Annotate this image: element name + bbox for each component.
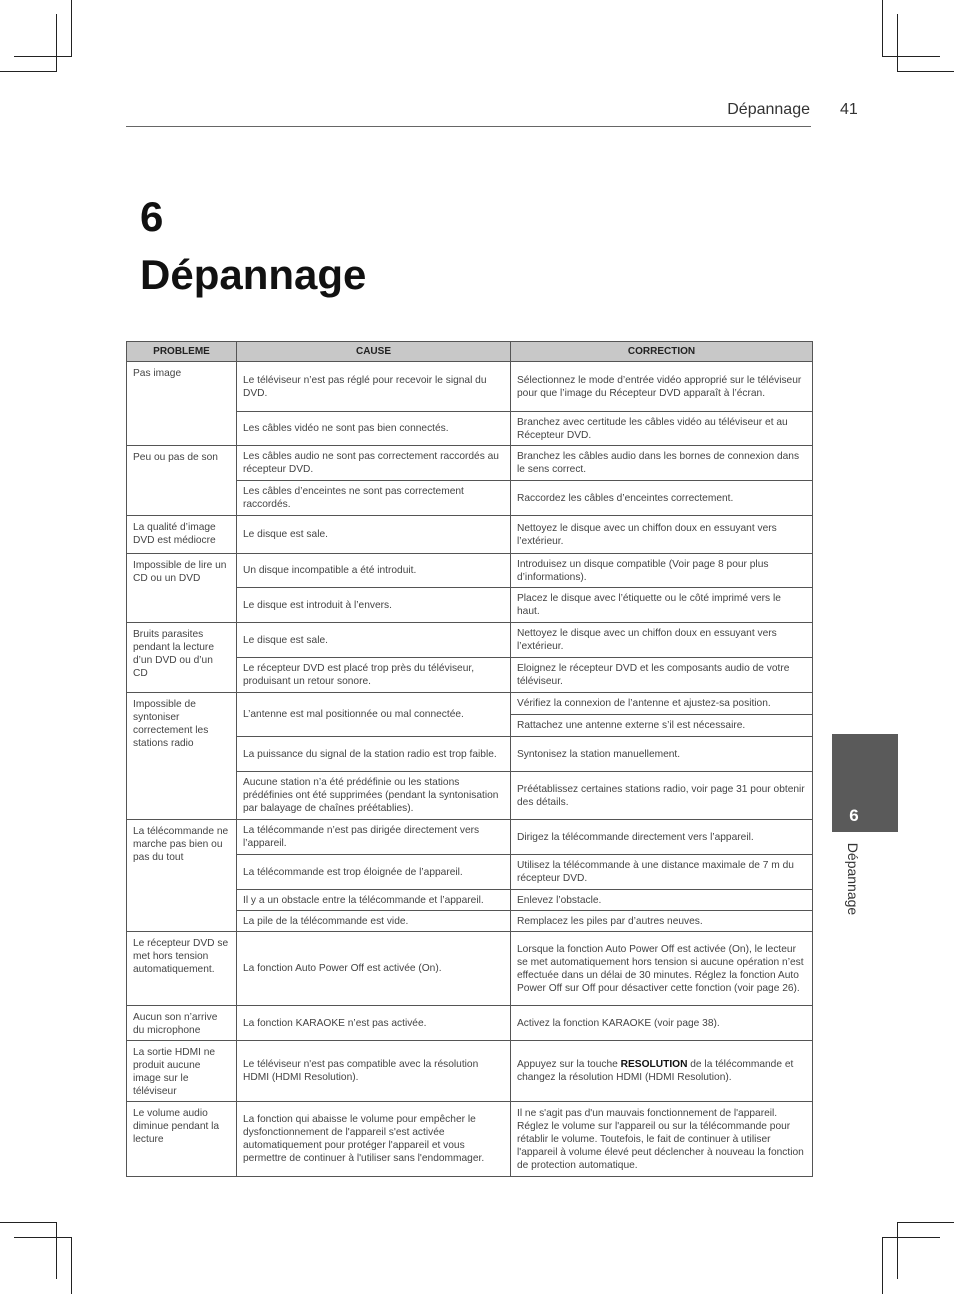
crop-mark: [0, 71, 57, 72]
crop-mark: [71, 1237, 72, 1294]
troubleshooting-table: [126, 341, 813, 1177]
correction-cell: Nettoyez le disque avec un chiffon doux en essuyant vers l’extérieur.: [511, 623, 813, 658]
problem-cell: La qualité d’image DVD est médiocre: [127, 516, 237, 554]
column-header-problem: PROBLEME: [127, 342, 237, 362]
correction-cell: Enlevez l’obstacle.: [511, 890, 813, 911]
correction-cell: Rattachez une antenne externe s’il est nécessaire.: [511, 715, 813, 737]
problem-cell: Impossible de lire un CD ou un DVD: [127, 554, 237, 623]
problem-cell: Le volume audio diminue pendant la lecture: [127, 1102, 237, 1177]
header-rule: [126, 126, 811, 127]
cause-cell: Le téléviseur n'est pas compatible avec la résolution HDMI (HDMI Resolution).: [237, 1041, 511, 1102]
cause-cell: Les câbles audio ne sont pas correctement raccordés au récepteur DVD.: [237, 446, 511, 481]
correction-cell: [511, 1041, 813, 1102]
crop-mark: [0, 1222, 57, 1223]
correction-cell: Préétablissez certaines stations radio, voir page 31 pour obtenir des détails.: [511, 772, 813, 820]
crop-mark: [883, 1237, 940, 1238]
crop-mark: [882, 0, 883, 57]
cause-cell: La fonction Auto Power Off est activée (On).: [237, 932, 511, 1006]
cause-cell: Un disque incompatible a été introduit.: [237, 554, 511, 588]
cause-cell: Le disque est sale.: [237, 516, 511, 554]
table-row: [127, 820, 813, 855]
side-tab-number: 6: [849, 806, 859, 825]
correction-cell: Dirigez la télécommande directement vers l’appareil.: [511, 820, 813, 855]
problem-cell: Impossible de syntoniser correctement les stations radio: [127, 693, 237, 820]
cause-cell: Les câbles d’enceintes ne sont pas correctement raccordés.: [237, 481, 511, 516]
crop-mark: [14, 1237, 71, 1238]
crop-mark: [71, 0, 72, 57]
chapter-side-tab: [832, 734, 898, 832]
problem-cell: Bruits parasites pendant la lecture d’un DVD ou d’un CD: [127, 623, 237, 693]
correction-cell: Nettoyez le disque avec un chiffon doux en essuyant vers l’extérieur.: [511, 516, 813, 554]
correction-cell: Branchez les câbles audio dans les bornes de connexion dans le sens correct.: [511, 446, 813, 481]
table-row: [127, 516, 813, 554]
correction-cell: Remplacez les piles par d’autres neuves.: [511, 911, 813, 932]
table-row: [127, 693, 813, 715]
correction-cell: Placez le disque avec l’étiquette ou le côté imprimé vers le haut.: [511, 588, 813, 623]
cause-cell: Le disque est introduit à l’envers.: [237, 588, 511, 623]
crop-mark: [883, 56, 940, 57]
correction-cell: Sélectionnez le mode d’entrée vidéo approprié sur le téléviseur pour que l’image du Récepteur DVD apparaît à l’écran.: [511, 362, 813, 412]
correction-cell: Syntonisez la station manuellement.: [511, 737, 813, 772]
correction-cell: Activez la fonction KARAOKE (voir page 38).: [511, 1006, 813, 1041]
table-row: [127, 362, 813, 412]
cause-cell: La télécommande n’est pas dirigée directement vers l’appareil.: [237, 820, 511, 855]
table-row: [127, 1006, 813, 1041]
crop-mark: [897, 1222, 898, 1279]
column-header-cause: CAUSE: [237, 342, 511, 362]
table-row: [127, 446, 813, 481]
cause-cell: La fonction KARAOKE n’est pas activée.: [237, 1006, 511, 1041]
cause-cell: Aucune station n’a été prédéfinie ou les stations prédéfinies ont été supprimées (pendant la syntonisation par balayage de chaînes préétablies).: [237, 772, 511, 820]
problem-cell: Peu ou pas de son: [127, 446, 237, 516]
correction-cell: Il ne s'agit pas d'un mauvais fonctionnement de l'appareil. Réglez le volume sur l'appareil ou sur la télécommande pour rétablir le volume. Toutefois, le fait de continuer à utiliser l'appareil à volume élevé peut déclencher à nouveau la fonction de protection automatique.: [511, 1102, 813, 1177]
correction-cell: Lorsque la fonction Auto Power Off est activée (On), le lecteur se met automatiquement hors tension si aucune opération n’est effectuée dans un délai de 30 minutes. Réglez la fonction Auto Power Off sur Off pour désactiver cette fonction (voir page 26).: [511, 932, 813, 1006]
correction-cell: Raccordez les câbles d’enceintes correctement.: [511, 481, 813, 516]
table-row: [127, 554, 813, 588]
crop-mark: [897, 14, 898, 71]
correction-cell: Branchez avec certitude les câbles vidéo au téléviseur et au Récepteur DVD.: [511, 412, 813, 446]
crop-mark: [56, 1222, 57, 1279]
correction-cell: Vérifiez la connexion de l’antenne et ajustez-sa position.: [511, 693, 813, 715]
table-row: [127, 932, 813, 1006]
cause-cell: Les câbles vidéo ne sont pas bien connectés.: [237, 412, 511, 446]
table-row: [127, 1041, 813, 1102]
table-row: [127, 623, 813, 658]
problem-cell: Pas image: [127, 362, 237, 446]
correction-cell: Introduisez un disque compatible (Voir page 8 pour plus d’informations).: [511, 554, 813, 588]
correction-cell: Utilisez la télécommande à une distance maximale de 7 m du récepteur DVD.: [511, 855, 813, 890]
crop-mark: [14, 56, 71, 57]
problem-cell: La télécommande ne marche pas bien ou pas du tout: [127, 820, 237, 932]
cause-cell: Le téléviseur n’est pas réglé pour recevoir le signal du DVD.: [237, 362, 511, 412]
cause-cell: Le disque est sale.: [237, 623, 511, 658]
correction-text: Appuyez sur la touche: [517, 1059, 621, 1070]
cause-cell: La télécommande est trop éloignée de l’appareil.: [237, 855, 511, 890]
problem-cell: Aucun son n’arrive du microphone: [127, 1006, 237, 1041]
running-header-title: Dépannage: [727, 101, 810, 118]
cause-cell: Il y a un obstacle entre la télécommande et l’appareil.: [237, 890, 511, 911]
side-tab-label: Dépannage: [845, 842, 861, 916]
problem-cell: La sortie HDMI ne produit aucune image sur le téléviseur: [127, 1041, 237, 1102]
correction-text: de la télécommande et changez la résolution HDMI (HDMI Resolution).: [517, 1059, 794, 1083]
crop-mark: [897, 71, 954, 72]
cause-cell: La fonction qui abaisse le volume pour empêcher le dysfonctionnement de l'appareil s'est activée automatiquement pour protéger l'appareil et vous permettre de continuer à l'utiliser sans l'endommager.: [237, 1102, 511, 1177]
table-header-row: [127, 342, 813, 362]
column-header-correction: CORRECTION: [511, 342, 813, 362]
page-number: 41: [840, 101, 858, 118]
cause-cell: L’antenne est mal positionnée ou mal connectée.: [237, 693, 511, 737]
cause-cell: La puissance du signal de la station radio est trop faible.: [237, 737, 511, 772]
chapter-title: Dépannage: [140, 251, 367, 298]
resolution-key-label: RESOLUTION: [620, 1059, 688, 1070]
table-row: [127, 1102, 813, 1177]
chapter-number: 6: [140, 193, 164, 240]
cause-cell: La pile de la télécommande est vide.: [237, 911, 511, 932]
crop-mark: [882, 1237, 883, 1294]
crop-mark: [56, 14, 57, 71]
problem-cell: Le récepteur DVD se met hors tension automatiquement.: [127, 932, 237, 1006]
correction-cell: Eloignez le récepteur DVD et les composants audio de votre téléviseur.: [511, 658, 813, 693]
crop-mark: [897, 1222, 954, 1223]
cause-cell: Le récepteur DVD est placé trop près du téléviseur, produisant un retour sonore.: [237, 658, 511, 693]
